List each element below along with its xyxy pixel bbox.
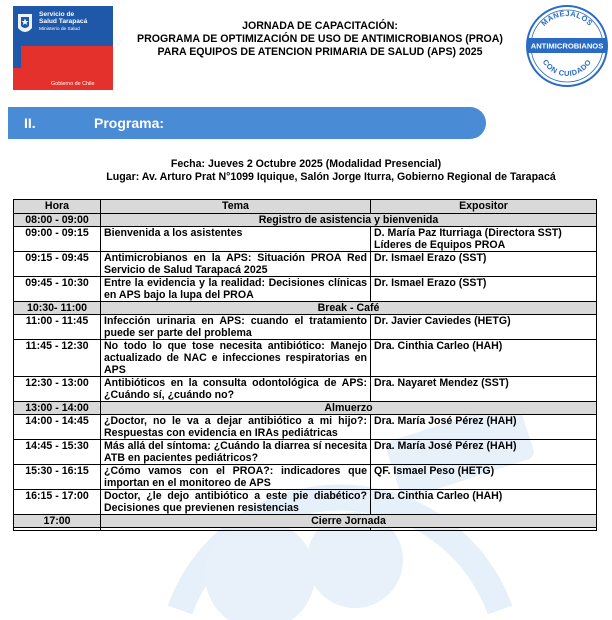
table-row <box>14 377 597 402</box>
row-activity: Almuerzo <box>101 402 597 415</box>
event-info <box>0 158 612 184</box>
row-time: 15:30 - 16:15 <box>14 465 101 490</box>
table-row <box>14 340 597 377</box>
row-time: 09:45 - 10:30 <box>14 277 101 302</box>
table-row-empty <box>14 528 597 531</box>
header-line3: PARA EQUIPOS DE ATENCION PRIMARIA DE SALUD (APS) 2025 <box>157 46 483 58</box>
row-topic: Antibióticos en la consulta odontológica de APS: ¿Cuándo sí, ¿cuándo no? <box>101 377 371 402</box>
row-time: 17:00 <box>14 515 101 528</box>
section-title: Programa: <box>94 115 165 131</box>
row-topic: ¿Doctor, no le va a dejar antibiótico a mi hijo?: Respuestas con evidencia en IRAs pediátricas <box>101 415 371 440</box>
row-speaker <box>371 227 597 252</box>
logo-org-name <box>39 11 87 26</box>
header-line2: PROGRAMA DE OPTIMIZACIÓN DE USO DE ANTIMICROBIANOS (PROA) <box>137 33 503 45</box>
row-activity: Registro de asistencia y bienvenida <box>101 214 597 227</box>
row-time: 10:30- 11:00 <box>14 302 101 315</box>
table-row <box>14 515 597 528</box>
row-topic: Más allá del síntoma: ¿Cuándo la diarrea sí necesita ATB en pacientes pediátricos? <box>101 440 371 465</box>
row-time: 11:45 - 12:30 <box>14 340 101 377</box>
event-date: Fecha: Jueves 2 Octubre 2025 (Modalidad Presencial) <box>170 158 442 170</box>
table-row <box>14 277 597 302</box>
row-topic: ¿Cómo vamos con el PROA?: indicadores que importan en el monitoreo de APS <box>101 465 371 490</box>
table-header-row <box>14 200 597 214</box>
table-row <box>14 440 597 465</box>
row-time: 12:30 - 13:00 <box>14 377 101 402</box>
table-row <box>14 415 597 440</box>
row-speaker: Dra. Nayaret Mendez (SST) <box>371 377 597 402</box>
logo-org-line1: Servicio de <box>39 11 75 18</box>
table-row <box>14 227 597 252</box>
row-speaker: Dra. Cinthia Carleo (HAH) <box>371 340 597 377</box>
section-banner <box>8 107 486 139</box>
row-speaker: Dra. María José Pérez (HAH) <box>371 415 597 440</box>
event-location: Lugar: Av. Arturo Prat N°1099 Iquique, Salón Jorge Iturra, Gobierno Regional de Tarapacá <box>106 171 556 183</box>
row-topic: Antimicrobianos en la APS: Situación PROA Red Servicio de Salud Tarapacá 2025 <box>101 252 371 277</box>
header-hora: Hora <box>14 200 101 214</box>
table-row <box>14 302 597 315</box>
row-topic: Entre la evidencia y la realidad: Decisiones clínicas en APS bajo la lupa del PROA <box>101 277 371 302</box>
row-speaker: Dra. María José Pérez (HAH) <box>371 440 597 465</box>
row-time: 13:00 - 14:00 <box>14 402 101 415</box>
header-expositor: Expositor <box>371 200 597 214</box>
document-header <box>120 20 520 59</box>
logo-org-line2: Salud Tarapacá <box>39 18 88 26</box>
table-row <box>14 214 597 227</box>
schedule-table <box>13 199 597 531</box>
row-speaker: Dr. Ismael Erazo (SST) <box>371 252 597 277</box>
table-row <box>14 490 597 515</box>
row-topic: Bienvenida a los asistentes <box>101 227 371 252</box>
row-time: 16:15 - 17:00 <box>14 490 101 515</box>
row-time: 14:00 - 14:45 <box>14 415 101 440</box>
badge-middle-text: ANTIMICROBIANOS <box>530 41 604 51</box>
row-activity: Cierre Jornada <box>101 515 597 528</box>
table-row <box>14 315 597 340</box>
badge-top-text: MANÉJALOS <box>539 8 595 28</box>
row-activity: Break - Café <box>101 302 597 315</box>
row-time: 14:45 - 15:30 <box>14 440 101 465</box>
row-topic: No todo lo que tose necesita antibiótico: Manejo actualizado de NAC e infecciones respiratorias en APS <box>101 340 371 377</box>
logo-government: Gobierno de Chile <box>51 81 95 87</box>
row-time: 09:15 - 09:45 <box>14 252 101 277</box>
header-tema: Tema <box>101 200 371 214</box>
row-time: 09:00 - 09:15 <box>14 227 101 252</box>
logo-ministry: Ministerio de Salud <box>39 27 80 32</box>
row-time: 08:00 - 09:00 <box>14 214 101 227</box>
row-topic: Infección urinaria en APS: cuando el tratamiento puede ser parte del problema <box>101 315 371 340</box>
row-time: 11:00 - 11:45 <box>14 315 101 340</box>
row-speaker: QF. Ismael Peso (HETG) <box>371 465 597 490</box>
antimicrobianos-badge <box>525 4 609 88</box>
section-number: II. <box>24 115 36 131</box>
badge-bottom-text: CON CUIDADO <box>540 57 594 78</box>
table-row <box>14 465 597 490</box>
header-line1: JORNADA DE CAPACITACIÓN: <box>242 20 398 32</box>
health-service-logo <box>13 6 113 90</box>
row-speaker-line1: D. María Paz Iturriaga (Directora SST) <box>374 227 562 239</box>
row-speaker: Dr. Ismael Erazo (SST) <box>371 277 597 302</box>
table-row <box>14 252 597 277</box>
row-topic: Doctor, ¿le dejo antibiótico a este pie diabético? Decisiones que previenen resistencias <box>101 490 371 515</box>
row-speaker-line2: Líderes de Equipos PROA <box>374 239 506 251</box>
row-speaker: Dra. Cinthia Carleo (HAH) <box>371 490 597 515</box>
row-speaker: Dr. Javier Caviedes (HETG) <box>371 315 597 340</box>
table-row <box>14 402 597 415</box>
coat-of-arms-icon <box>14 8 36 40</box>
